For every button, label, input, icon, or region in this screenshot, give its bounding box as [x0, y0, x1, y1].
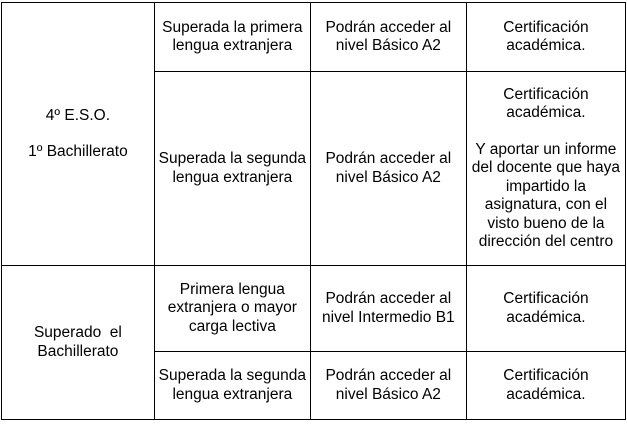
condition-cell: Superada la segunda lengua extranjera: [154, 72, 310, 266]
certification-table: [1, 2, 626, 420]
access-level-cell: Podrán acceder al nivel Básico A2: [310, 352, 466, 420]
condition-cell: Superada la primera lengua extranjera: [154, 3, 310, 72]
course-group-eso-cell: [2, 3, 155, 266]
table-row: [2, 266, 626, 352]
table-row: [2, 3, 626, 72]
course-group-line: 4º E.S.O.: [45, 106, 111, 124]
certification-cell: [466, 72, 625, 266]
certification-text: Certificación académica.: [503, 85, 589, 121]
certification-cell: Certificación académica.: [466, 3, 625, 72]
certification-note: Y aportar un informe del docente que haya impartido la asignatura, con el visto bueno de la dirección del centro: [471, 140, 621, 250]
certification-cell: Certificación académica.: [466, 266, 625, 352]
condition-cell: Superada la segunda lengua extranjera: [154, 352, 310, 420]
condition-cell: Primera lengua extranjera o mayor carga lectiva: [154, 266, 310, 352]
course-group-line: Superado el: [33, 324, 122, 341]
access-level-cell: Podrán acceder al nivel Básico A2: [310, 3, 466, 72]
access-level-cell: Podrán acceder al nivel Intermedio B1: [310, 266, 466, 352]
certification-cell: Certificación académica.: [466, 352, 625, 420]
course-group-bachillerato-cell: [2, 266, 155, 420]
access-level-cell: Podrán acceder al nivel Básico A2: [310, 72, 466, 266]
course-group-line: 1º Bachillerato: [28, 143, 128, 160]
course-group-line: Bachillerato: [37, 342, 119, 360]
